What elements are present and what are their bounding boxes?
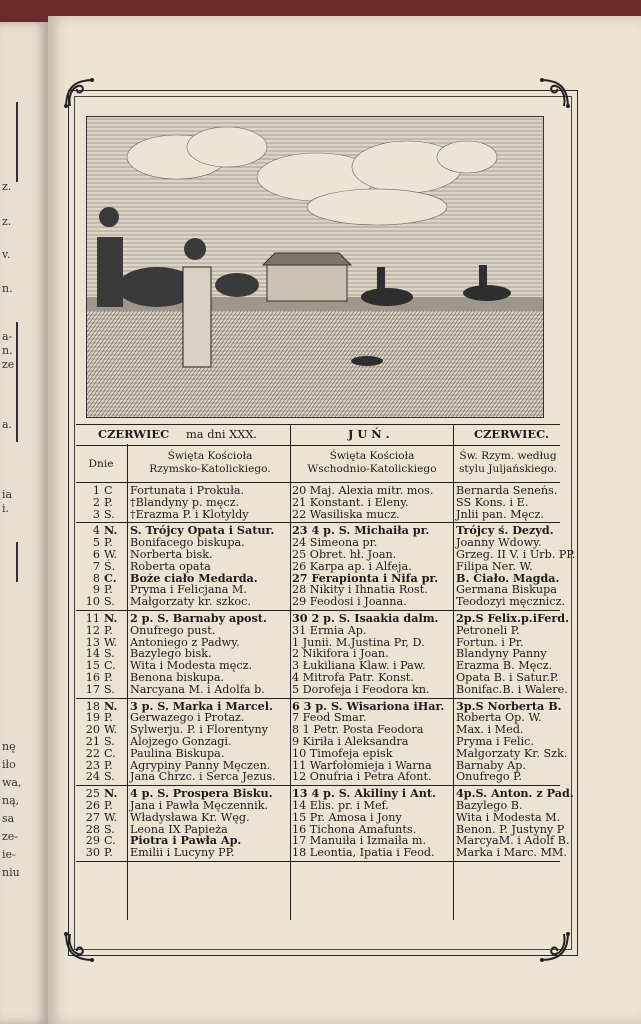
eastern-feast: 20 Maj. Alexia mitr. mos. — [292, 484, 434, 497]
catholic-feast: Antoniego z Padwy. — [130, 635, 240, 649]
day-number: 16 — [85, 670, 100, 684]
table-row — [76, 610, 570, 625]
left-page-text-fragment: v. — [2, 248, 11, 261]
table-row — [76, 746, 568, 760]
eastern-feast: 10 Timofeja episk — [292, 746, 393, 760]
left-page-text-fragment: niu — [2, 866, 20, 879]
eastern-feast: 14 Elis. pr. i Mef. — [292, 798, 389, 812]
eastern-feast: 26 Karpa ap. i Alfeja. — [292, 559, 412, 573]
weekday-letter: S. — [104, 682, 115, 696]
julian-feast: Erazma B. Męcz. — [456, 659, 553, 673]
table-row — [76, 509, 560, 521]
eastern-feast: 25 Obret. hł. Joan. — [292, 547, 397, 561]
table-row — [76, 672, 560, 684]
day-number: 4 — [92, 524, 100, 538]
julian-feast: Benon. P. Justyny P — [456, 822, 565, 836]
eastern-feast: 4 Mitrofa Patr. Konst. — [292, 670, 414, 684]
julian-feast: Bonifac.B. i Walere. — [456, 682, 568, 696]
catholic-feast: Pryma i Felicjana M. — [130, 583, 247, 597]
julian-feast: 3p.S Norberta B. — [456, 698, 562, 713]
catholic-feast: Fortunata i Prokuła. — [130, 484, 245, 497]
julian-feast: Germana Biskupa — [456, 583, 557, 597]
julian-feast: Teodozyi męcznicz. — [456, 595, 566, 609]
left-page-text-fragment: ie- — [2, 848, 16, 861]
day-number: 8 — [92, 571, 100, 585]
weekday-letter: N. — [104, 610, 118, 625]
left-page-text-fragment: n. — [2, 344, 13, 357]
eastern-feast: 16 Tichona Amafunts. — [292, 822, 417, 836]
catholic-feast: Jana Chrzc. i Serca Jezus. — [130, 770, 276, 784]
julian-feast: Bazylego B. — [456, 798, 523, 812]
left-page-text-fragment: ze- — [2, 830, 19, 843]
eastern-feast: 18 Leontia, Ipatia i Feod. — [292, 846, 435, 860]
julian-col-header-2: stylu Juljańskiego. — [459, 463, 557, 475]
left-page-text-fragment: ia — [2, 488, 13, 501]
left-page-text-fragment: nę — [2, 740, 16, 753]
eastern-feast: 22 Wasiliska mucz. — [292, 507, 400, 521]
eastern-month-title: J U Ń . — [348, 427, 390, 441]
catholic-days-count: ma dni XXX. — [186, 427, 258, 441]
catholic-feast: Narcyana M. i Adolfa b. — [130, 682, 265, 696]
julian-col-header-1: Św. Rzym. według — [459, 450, 557, 462]
table-row — [76, 800, 560, 812]
day-number: 11 — [85, 611, 100, 625]
weekday-letter: P. — [104, 670, 113, 684]
weekday-letter: C. — [104, 659, 116, 673]
catholic-feast: Bonifacego biskupa. — [130, 536, 245, 550]
eastern-feast: 1 Junii. M.Justina Pr, D. — [292, 635, 425, 649]
weekday-letter: P. — [104, 758, 113, 772]
catholic-feast: Paulina Biskupa. — [130, 746, 225, 760]
julian-feast: Bernarda Seneńs. — [456, 484, 558, 497]
julian-feast: MarcyaM. i Adolf B. — [456, 834, 570, 848]
julian-feast: Roberta Op. W. — [456, 711, 542, 725]
catholic-feast: Małgorzaty kr. szkoc. — [130, 595, 251, 609]
julian-feast: Onufrego P. — [456, 770, 522, 784]
weekday-letter: N. — [104, 523, 118, 538]
eastern-col-header-1: Święta Kościoła — [329, 450, 415, 462]
calendar-table — [76, 424, 576, 862]
day-number: 9 — [92, 583, 100, 597]
table-header — [76, 424, 560, 446]
julian-feast: Petroneli P. — [456, 623, 520, 637]
eastern-feast: 27 Ferapionta i Nifa pr. — [292, 570, 439, 585]
weekday-letter: W. — [104, 635, 118, 649]
julian-feast: Małgorzaty Kr. Szk. — [456, 746, 568, 760]
day-number: 2 — [92, 495, 100, 509]
weekday-letter: S. — [104, 822, 115, 836]
catholic-feast: Piotra i Pawła Ap. — [130, 833, 242, 848]
table-row — [76, 771, 560, 783]
weekday-letter: P. — [104, 623, 113, 637]
weekday-letter: S. — [104, 647, 115, 661]
julian-feast: Grzeg. II V. i Urb. PP. — [456, 547, 576, 561]
weekday-letter: N. — [104, 698, 118, 713]
catholic-feast: †Erazma P. i Klotyldy — [130, 507, 249, 521]
table-row — [76, 497, 560, 509]
weekday-letter: S. — [104, 734, 115, 748]
eastern-feast: 28 Nikity i Ihnatia Rost. — [292, 583, 428, 597]
weekday-letter: W. — [104, 723, 118, 737]
day-number: 7 — [92, 559, 100, 573]
julian-feast: Marka i Marc. MM. — [456, 846, 567, 860]
left-page-text-fragment: iło — [2, 758, 16, 771]
eastern-col-header-2: Wschodnio-Katolickiego — [307, 463, 437, 475]
day-number: 6 — [92, 547, 100, 561]
catholic-col-header-1: Święta Kościoła — [167, 450, 253, 462]
julian-feast: Blandyny Panny — [456, 647, 547, 661]
catholic-feast: Jana i Pawła Męczennik. — [130, 798, 269, 812]
left-page-text-fragment: a- — [2, 330, 13, 343]
corner-ornament-top-left — [62, 76, 98, 112]
julian-feast: Max. i Med. — [456, 723, 524, 737]
eastern-feast: 21 Konstant. i Eleny. — [292, 495, 409, 509]
catholic-feast: Alojzego Gonzagi. — [130, 734, 232, 748]
week-block — [76, 483, 560, 523]
left-page-text-fragment: i. — [2, 502, 10, 515]
catholic-feast: Roberta opata — [130, 559, 211, 573]
engraving-illustration — [86, 116, 544, 418]
weekday-letter: P. — [104, 536, 113, 550]
day-number: 13 — [85, 635, 100, 649]
weekday-letter: P. — [104, 711, 113, 725]
left-page-rule — [16, 322, 18, 442]
eastern-feast: 7 Feod Smar. — [292, 711, 367, 725]
day-number: 10 — [85, 595, 100, 609]
weekday-letter: S. — [104, 507, 115, 521]
catholic-feast: 4 p. S. Prospera Bisku. — [130, 786, 273, 801]
eastern-feast: 13 4 p. S. Akiliny i Ant. — [292, 786, 436, 801]
table-row — [76, 682, 568, 696]
day-number: 27 — [85, 810, 100, 824]
table-body — [76, 483, 576, 862]
catholic-feast: Boże ciało Medarda. — [130, 570, 258, 585]
eastern-feast: 12 Onufria i Petra Afont. — [292, 770, 432, 784]
eastern-feast: 17 Manuiła i Izmaiła m. — [292, 834, 427, 848]
julian-feast: B. Ciało. Magda. — [456, 570, 560, 585]
weekday-letter: P. — [104, 583, 113, 597]
day-number: 5 — [92, 536, 100, 550]
calendar-page — [48, 16, 641, 1024]
catholic-feast: Onufrego pust. — [130, 623, 216, 637]
julian-feast: Joanny Wdowy. — [456, 536, 542, 550]
eastern-feast: 23 4 p. S. Michaiła pr. — [292, 523, 430, 538]
julian-month-title: CZERWIEC. — [474, 427, 549, 441]
day-number: 17 — [85, 682, 100, 696]
eastern-feast: 30 2 p. S. Isaakia dalm. — [292, 610, 439, 625]
table-row — [76, 846, 567, 860]
weekday-letter: N. — [104, 786, 118, 801]
left-page-text-fragment: a. — [2, 418, 13, 431]
eastern-feast: 8 1 Petr. Posta Feodora — [292, 723, 424, 737]
corner-ornament-bottom-right — [536, 928, 572, 964]
catholic-feast: Leona IX Papieża — [130, 822, 228, 836]
weekday-letter: C. — [104, 834, 116, 848]
julian-feast: Pryma i Felic. — [456, 734, 534, 748]
day-number: 20 — [85, 723, 100, 737]
julian-feast: Barnaby Ap. — [456, 758, 526, 772]
julian-feast: Opata B. i Satur.P. — [456, 670, 559, 684]
day-number: 28 — [85, 822, 100, 836]
julian-feast: Jnlii pan. Męcz. — [456, 507, 544, 521]
weekday-letter: W. — [104, 547, 118, 561]
julian-feast: SS Kons. i E. — [456, 495, 529, 509]
eastern-feast: 6 3 p. S. Wisariona iHar. — [292, 698, 445, 713]
table-row — [76, 812, 560, 824]
julian-feast: 2p.S Felix.p.iFerd. — [456, 610, 570, 625]
day-number: 3 — [92, 507, 100, 521]
left-page-rule — [16, 542, 18, 582]
catholic-col-header-2: Rzymsko-Katolickiego. — [149, 463, 271, 475]
table-subheader — [76, 446, 560, 483]
day-number: 22 — [85, 746, 100, 760]
catholic-feast: Emilii i Lucyny PP. — [130, 846, 235, 860]
julian-feast: Trójcy ś. Dezyd. — [456, 523, 554, 538]
eastern-feast: 29 Feodosi i Joanna. — [292, 595, 407, 609]
column-divider — [453, 424, 454, 920]
eastern-feast: 15 Pr. Amosa i Jony — [292, 810, 402, 824]
table-row — [76, 625, 560, 637]
day-number: 14 — [85, 647, 100, 661]
left-page-edge — [0, 22, 48, 1024]
day-number: 15 — [85, 659, 100, 673]
week-block — [76, 523, 576, 611]
julian-feast: Wita i Modesta M. — [456, 810, 561, 824]
weekday-letter: S. — [104, 770, 115, 784]
weekday-letter: P. — [104, 798, 113, 812]
eastern-feast: 3 Łukiliana Klaw. i Paw. — [292, 659, 426, 673]
julian-feast: Fortun. i Pr. — [456, 635, 524, 649]
weekday-letter: C. — [104, 746, 116, 760]
week-block — [76, 698, 568, 787]
left-page-text-fragment: n. — [2, 282, 13, 295]
catholic-feast: Gerwazego i Protaz. — [130, 711, 245, 725]
corner-ornament-bottom-left — [62, 928, 98, 964]
weekday-letter: C — [104, 484, 113, 497]
week-block — [76, 786, 574, 862]
weekday-letter: C. — [104, 570, 117, 585]
table-row — [76, 736, 560, 748]
left-page-text-fragment: z. — [2, 180, 12, 193]
column-divider — [290, 424, 291, 920]
catholic-feast: Władysława Kr. Węg. — [130, 810, 250, 824]
catholic-feast: Agrypiny Panny Męczen. — [130, 758, 271, 772]
day-number: 23 — [85, 758, 100, 772]
weekday-letter: Ś. — [104, 559, 116, 573]
left-page-text-fragment: sa — [2, 812, 15, 825]
column-divider — [127, 444, 128, 920]
left-page-text-fragment: ną, — [2, 794, 20, 807]
table-row — [76, 547, 576, 561]
catholic-feast: Bazylego bisk. — [130, 647, 212, 661]
eastern-feast: 9 Kiriła i Aleksandra — [292, 734, 409, 748]
day-number: 21 — [85, 734, 100, 748]
catholic-feast: Wita i Modesta męcz. — [130, 659, 253, 673]
catholic-feast: 3 p. S. Marka i Marcel. — [130, 698, 273, 713]
weekday-letter: S. — [104, 595, 115, 609]
left-page-text-fragment: wa, — [2, 776, 22, 789]
day-number: 26 — [85, 798, 100, 812]
weekday-letter: W. — [104, 810, 118, 824]
julian-feast: Filipa Ner. W. — [456, 559, 533, 573]
day-number: 29 — [85, 834, 100, 848]
day-number: 1 — [92, 484, 100, 497]
left-page-text-fragment: z. — [2, 215, 12, 228]
day-number: 18 — [85, 699, 100, 713]
julian-feast: 4p.S. Anton. z Pad. — [456, 786, 574, 801]
catholic-feast: †Blandyny p. męcz. — [130, 495, 240, 509]
catholic-feast: Benona biskupa. — [130, 670, 225, 684]
weekday-letter: P. — [104, 495, 113, 509]
day-number: 12 — [85, 623, 100, 637]
weekday-letter: P. — [104, 846, 113, 860]
catholic-feast: Norberta bisk. — [130, 547, 213, 561]
eastern-feast: 31 Ermia Ap. — [292, 623, 367, 637]
day-number: 24 — [85, 770, 100, 784]
left-page-rule — [16, 102, 18, 182]
dnie-header: Dnie — [88, 458, 114, 470]
left-page-text-fragment: ze — [2, 358, 15, 371]
catholic-month-title: CZERWIEC — [98, 427, 170, 441]
eastern-feast: 5 Dorofeja i Feodora kn. — [292, 682, 430, 696]
eastern-feast: 11 Warfołomieja i Warna — [292, 758, 432, 772]
day-number: 25 — [85, 787, 100, 801]
day-number: 19 — [85, 711, 100, 725]
catholic-feast: Sylwerju. P. i Florentyny — [130, 723, 268, 737]
eastern-feast: 24 Simeona pr. — [292, 536, 378, 550]
day-number: 30 — [85, 846, 100, 860]
corner-ornament-top-right — [536, 76, 572, 112]
week-block — [76, 610, 570, 699]
table-row — [76, 595, 566, 609]
catholic-feast: S. Trójcy Opata i Satur. — [130, 523, 275, 538]
catholic-feast: 2 p. S. Barnaby apost. — [130, 610, 267, 625]
eastern-feast: 2 Nikifora i Joan. — [292, 647, 389, 661]
